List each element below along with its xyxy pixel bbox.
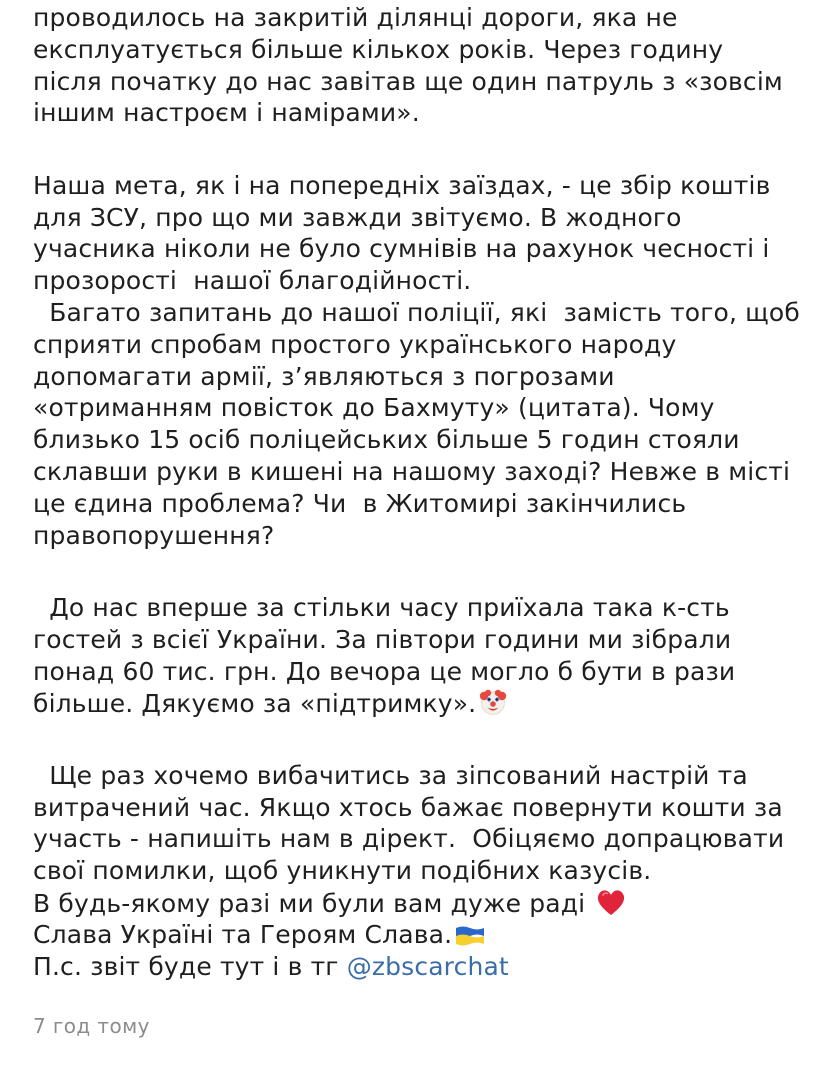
paragraph-1 (33, 2, 823, 129)
paragraph-2 (33, 170, 823, 297)
paragraph-3 (33, 297, 823, 551)
text-line: іншим настроєм і намірами». (33, 98, 420, 128)
text-line: Багато запитань до нашої поліції, які замість того, щоб (33, 297, 800, 327)
text-line: «отриманням повісток до Бахмуту» (цитата). Чому (33, 393, 715, 423)
mention-link[interactable]: @zbscarchat (346, 951, 509, 981)
text-line: учасника ніколи не було сумнівів на рахунок чесності і (33, 234, 770, 264)
text-line: До нас вперше за стільки часу приїхала така к-сть (33, 592, 730, 622)
text-line: В будь-якому разі ми були вам дуже раді (33, 888, 586, 918)
text-line: після початку до нас завітав ще один патруль з «зовсім (33, 66, 783, 96)
text-line: прозорості нашої благодійності. (33, 266, 472, 296)
red-heart-icon (595, 887, 627, 925)
text-line: це єдина проблема? Чи в Житомирі закінчились (33, 488, 687, 518)
text-line: експлуатується більше кількох років. Через годину (33, 34, 724, 64)
post-timestamp: 7 год тому (33, 1014, 150, 1038)
post-body (33, 2, 823, 982)
paragraph-gap (33, 551, 823, 592)
text-line: гостей з всієї України. За півтори години ми зібрали (33, 624, 732, 654)
text-line: для ЗСУ, про що ми завжди звітуємо. В жодного (33, 202, 682, 232)
text-line-with-emoji (33, 687, 823, 719)
text-line: склавши руки в кишені на нашому заході? Невже в місті (33, 456, 791, 486)
text-line: Наша мета, як і на попередніх заїздах, - це збір коштів (33, 170, 771, 200)
text-line-with-mention (33, 951, 823, 983)
text-line: допомагати армії, з’являються з погрозами (33, 361, 615, 391)
text-line: правопорушення? (33, 520, 275, 550)
text-line: П.с. звіт буде тут і в тг (33, 951, 339, 981)
paragraph-5 (33, 760, 823, 983)
text-line: понад 60 тис. грн. До вечора це могло б бути в рази (33, 656, 736, 686)
paragraph-gap (33, 719, 823, 760)
text-line: близько 15 осіб поліцейських більше 5 годин стояли (33, 425, 740, 455)
text-line: проводилось на закритій ділянці дороги, яка не (33, 3, 678, 32)
text-line: Ще раз хочемо вибачитись за зіпсований настрій та (33, 760, 748, 790)
text-line-with-heart (33, 887, 823, 919)
paragraph-4 (33, 592, 823, 719)
text-line: участь - напишіть нам в дірект. Обіцяємо допрацювати (33, 824, 785, 854)
text-line: Слава Україні та Героям Слава. (33, 919, 453, 949)
clown-face-icon (478, 687, 508, 725)
text-line: свої помилки, щоб уникнути подібних казусів. (33, 856, 652, 886)
text-line: витрачений час. Якщо хтось бажає повернути кошти за (33, 792, 783, 822)
text-line: більше. Дякуємо за «підтримку». (33, 689, 477, 719)
text-line: сприяти спробам простого українського народу (33, 329, 677, 359)
text-line-with-flag (33, 919, 823, 951)
paragraph-gap (33, 129, 823, 170)
